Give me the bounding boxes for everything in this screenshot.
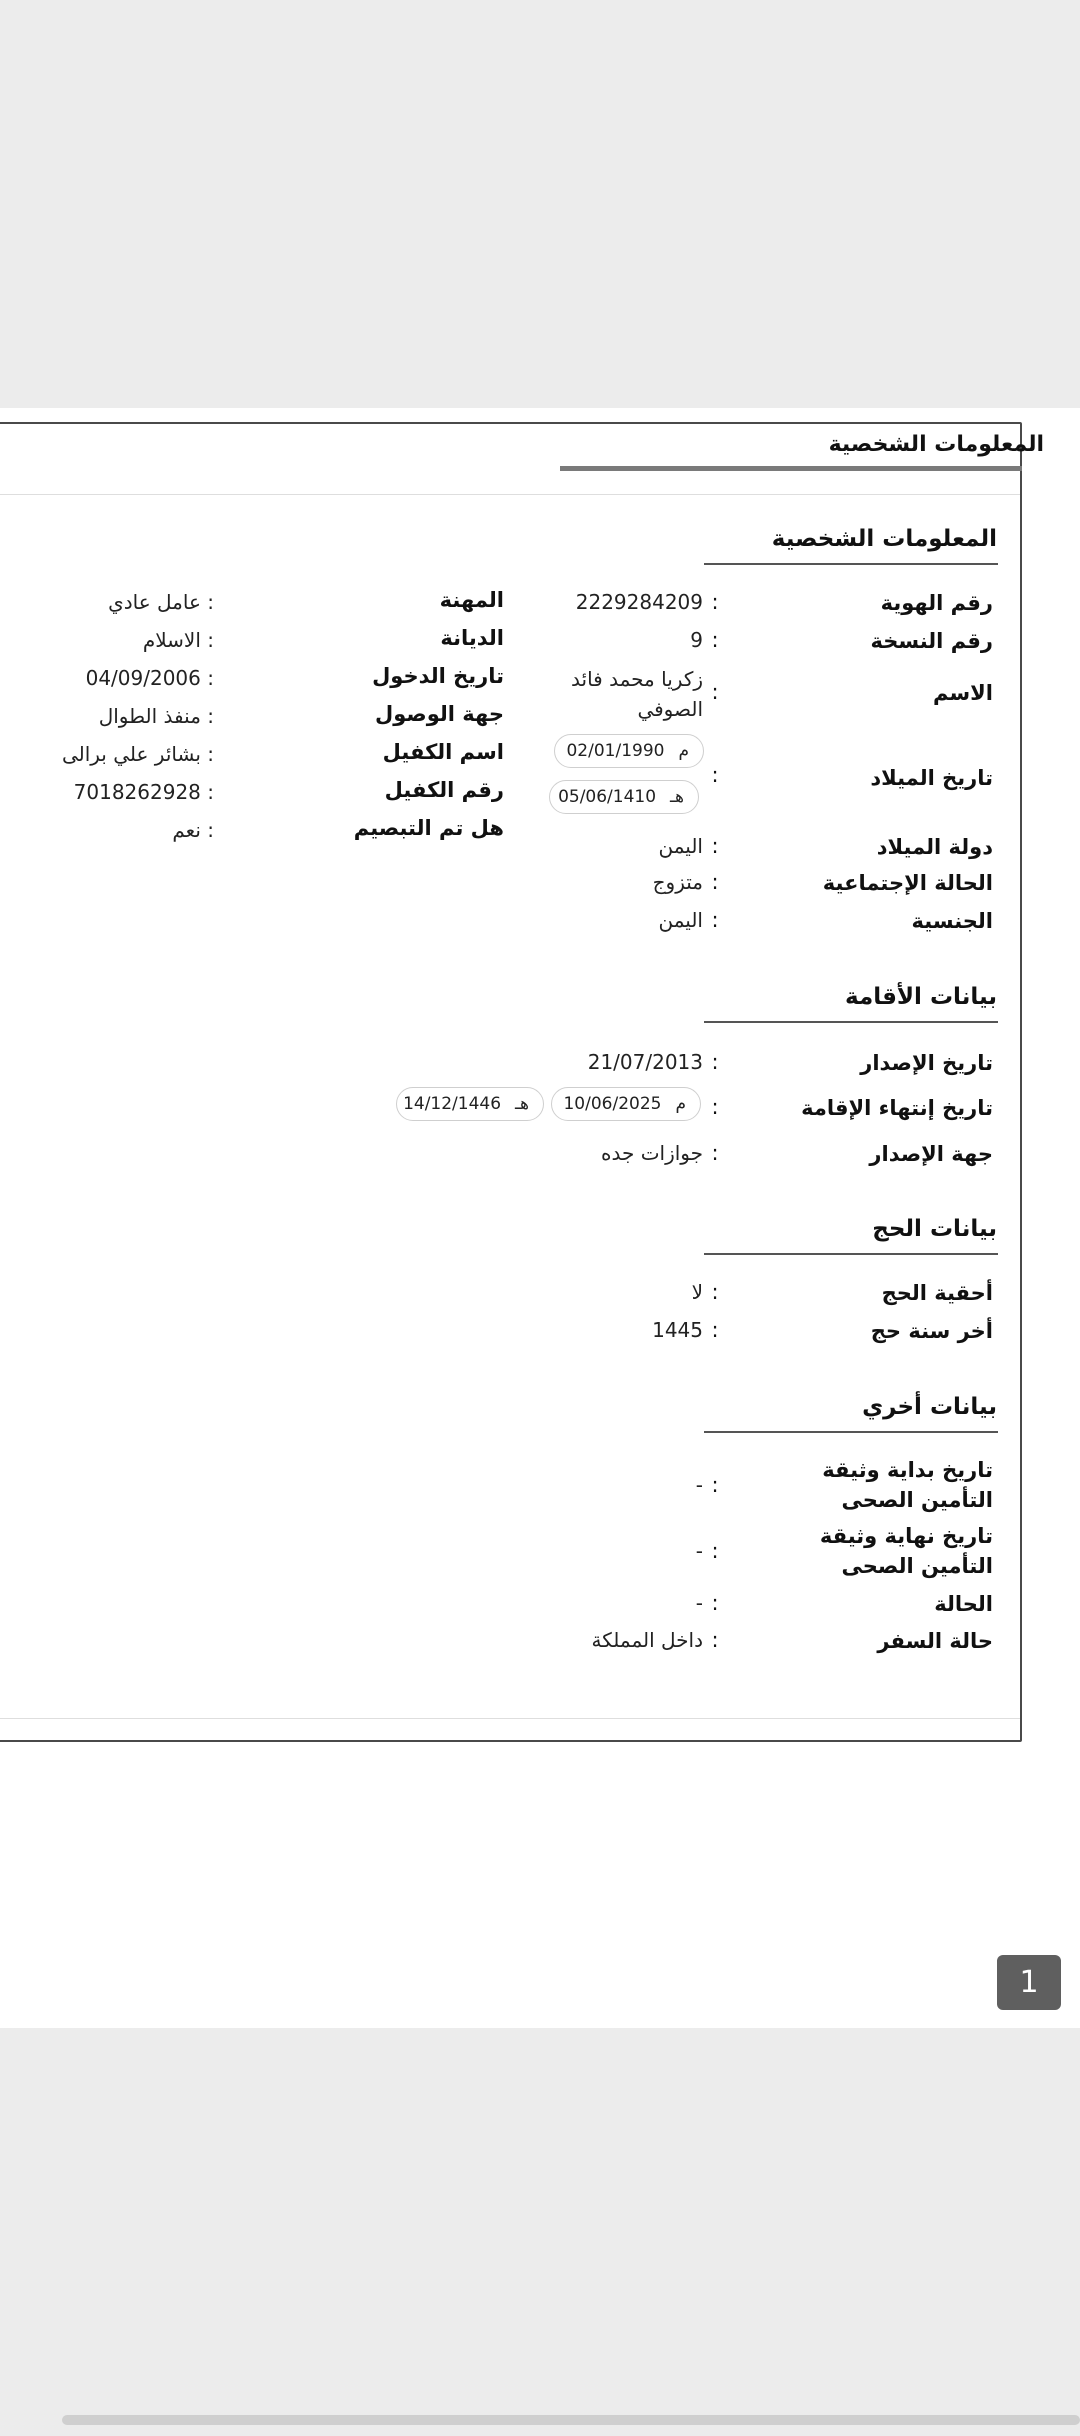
hijri-tag: هـ xyxy=(670,787,684,807)
birth-country-label: دولة الميلاد xyxy=(876,835,993,859)
last-hajj-year-value: 1445 xyxy=(652,1318,703,1342)
issuer-value: جوازات جده xyxy=(601,1141,703,1165)
card-footer-divider xyxy=(0,1718,1020,1719)
bottom-background xyxy=(0,2028,1080,2436)
id-number-value: 2229284209 xyxy=(575,590,703,614)
colon: : xyxy=(711,1050,719,1074)
birth-date-gregorian-value: 02/01/1990 xyxy=(566,741,665,761)
travel-status-label: حالة السفر xyxy=(877,1629,993,1653)
name-value: زكريا محمد فائد الصوفي xyxy=(571,667,703,721)
section-rule xyxy=(704,563,998,565)
religion-label: الديانة xyxy=(440,626,504,650)
sponsor-name-label: اسم الكفيل xyxy=(382,740,504,764)
issue-date-label: تاريخ الإصدار xyxy=(860,1051,993,1075)
colon: : xyxy=(711,1539,719,1563)
travel-status-value: داخل المملكة xyxy=(591,1628,703,1652)
expiry-gregorian-pill xyxy=(551,1087,701,1121)
colon: : xyxy=(711,1095,719,1119)
top-background xyxy=(0,0,1080,408)
job-value: : عامل عادي xyxy=(108,590,214,614)
insurance-end-label: تاريخ نهاية وثيقة التأمين الصحى xyxy=(819,1524,993,1578)
copy-number-value: 9 xyxy=(690,628,703,652)
section-rule xyxy=(704,1253,998,1255)
residency-expiry-label: تاريخ إنتهاء الإقامة xyxy=(801,1096,993,1120)
expiry-gregorian-value: 10/06/2025 xyxy=(563,1094,662,1114)
insurance-start-value: - xyxy=(695,1473,703,1497)
sponsor-name-value: : بشائر علي برالى xyxy=(61,742,214,766)
job-label: المهنة xyxy=(439,588,504,612)
section-title-hajj: بيانات الحج xyxy=(872,1216,997,1242)
colon: : xyxy=(711,628,719,652)
issuer-label: جهة الإصدار xyxy=(869,1142,993,1166)
issue-date-value: 21/07/2013 xyxy=(587,1050,703,1074)
colon: : xyxy=(711,834,719,858)
status-label: الحالة xyxy=(934,1592,993,1616)
fingerprint-label: هل تم التبصيم xyxy=(353,816,504,840)
section-title-personal: المعلومات الشخصية xyxy=(771,526,997,552)
colon: : xyxy=(711,1628,719,1652)
colon: : xyxy=(711,680,719,704)
birth-date-hijri-value: 05/06/1410 xyxy=(558,787,657,807)
marital-status-value: متزوج xyxy=(652,870,703,894)
colon: : xyxy=(711,763,719,787)
religion-value: : الاسلام xyxy=(142,628,214,652)
marital-status-label: الحالة الإجتماعية xyxy=(822,871,993,895)
section-title-residency: بيانات الأقامة xyxy=(845,984,997,1010)
expiry-hijri-value: 14/12/1446 xyxy=(403,1094,502,1114)
section-title-other: بيانات أخري xyxy=(862,1394,997,1420)
section-rule xyxy=(704,1021,998,1023)
copy-number-label: رقم النسخة xyxy=(870,629,993,653)
birth-date-hijri-pill xyxy=(549,780,699,814)
colon: : xyxy=(711,1473,719,1497)
id-number-label: رقم الهوية xyxy=(880,591,993,615)
birth-date-label: تاريخ الميلاد xyxy=(870,766,993,790)
active-tab-indicator xyxy=(560,466,1022,471)
arrival-point-label: جهة الوصول xyxy=(375,702,504,726)
insurance-start-label: تاريخ بداية وثيقة التأمين الصحى xyxy=(822,1458,993,1512)
gregorian-tag: م xyxy=(678,741,689,761)
colon: : xyxy=(711,908,719,932)
horizontal-scrollbar[interactable] xyxy=(62,2415,1080,2425)
hajj-eligibility-value: لا xyxy=(691,1280,703,1304)
colon: : xyxy=(711,1318,719,1342)
birth-country-value: اليمن xyxy=(658,834,703,858)
entry-date-label: تاريخ الدخول xyxy=(372,664,504,688)
section-rule xyxy=(704,1431,998,1433)
fingerprint-value: : نعم xyxy=(172,818,214,842)
hijri-tag: هـ xyxy=(515,1094,529,1114)
entry-date-value: : 04/09/2006 xyxy=(85,666,214,690)
tab-divider xyxy=(0,494,1020,495)
expiry-hijri-pill xyxy=(396,1087,544,1121)
arrival-point-value: : منفذ الطوال xyxy=(98,704,214,728)
hajj-eligibility-label: أحقية الحج xyxy=(881,1281,993,1305)
sponsor-number-label: رقم الكفيل xyxy=(384,778,504,802)
pagination-page-button[interactable]: 1 xyxy=(997,1955,1061,2010)
sponsor-number-value: : 7018262928 xyxy=(73,780,214,804)
insurance-end-value: - xyxy=(695,1539,703,1563)
gregorian-tag: م xyxy=(675,1094,686,1114)
nationality-value: اليمن xyxy=(658,908,703,932)
birth-date-gregorian-pill xyxy=(554,734,704,768)
colon: : xyxy=(711,1280,719,1304)
colon: : xyxy=(711,1591,719,1615)
status-value: - xyxy=(695,1591,703,1615)
colon: : xyxy=(711,1141,719,1165)
colon: : xyxy=(711,870,719,894)
name-label: الاسم xyxy=(933,681,993,705)
last-hajj-year-label: أخر سنة حج xyxy=(870,1319,993,1343)
colon: : xyxy=(711,590,719,614)
tab-personal-info[interactable]: المعلومات الشخصية xyxy=(828,432,1044,457)
nationality-label: الجنسية xyxy=(911,909,993,933)
